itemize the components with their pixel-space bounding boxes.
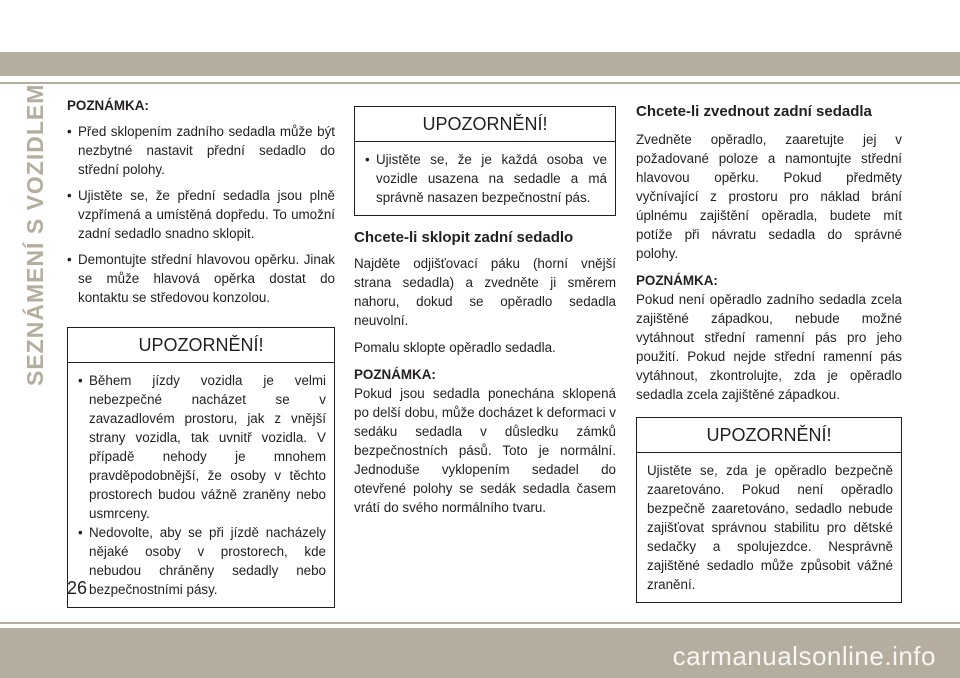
note-label: POZNÁMKA: bbox=[67, 98, 149, 113]
paragraph: Pomalu sklopte opěradlo sedadla. bbox=[354, 340, 556, 355]
warning-title: UPOZORNĚNÍ! bbox=[637, 418, 901, 453]
paragraph: Zvedněte opěradlo, zaaretujte jej v požadované poloze a namontujte střední hlavovou opěrku. Pokud předměty vyčnívající z prostoru pro náklad brání úplnému zajištění opěradla, budete mít potíže při návratu sedadla do správné polohy. bbox=[636, 132, 902, 261]
note-text: Pokud jsou sedadla ponechána sklopená po delší dobu, může docházet k deformaci v sedáku sedadla v důsledku zámků bezpečnostních pásů. Toto je normální. Jednoduše vyklopením sedadel do otevřené polohy se sedák sedadla časem vrátí do svého normálního tvaru. bbox=[354, 386, 617, 515]
section-heading: Chcete-li zvednout zadní sedadla bbox=[636, 103, 872, 120]
column-left bbox=[67, 96, 335, 608]
warning-bullet-list bbox=[78, 371, 326, 599]
warning-bullet-list bbox=[365, 150, 607, 207]
list-item: • Nedovolte, aby se při jízdě nacházely nějaké osoby v prostorech, kde nebudou chráněny sedadly nebo bezpečnostními pásy. bbox=[78, 525, 326, 597]
list-item: • Demontujte střední hlavovou opěrku. Jinak se může hlavová opěrka dostat do kontaktu se středovou konzolou. bbox=[67, 252, 335, 305]
list-item: • Během jízdy vozidla je velmi nebezpečné nacházet se v zavazadlovém prostoru, jak z vnější strany vozidla, tak uvnitř vozidla. V případě nehody je mnohem pravděpodobnější, že osoby v těchto prostorech budou vážně zraněny nebo usmrceny. bbox=[78, 373, 326, 521]
footer-rule bbox=[0, 622, 960, 624]
list-item: • Ujistěte se, že je každá osoba ve vozidle usazena na sedadle a má správně nasazen bezpečnostní pás. bbox=[365, 152, 607, 205]
warning-body bbox=[68, 363, 334, 607]
warning-box bbox=[67, 327, 335, 608]
column-middle bbox=[354, 106, 616, 517]
note-label: POZNÁMKA: bbox=[354, 367, 436, 382]
note-text: Pokud není opěradlo zadního sedadla zcela zajištěné západkou, nebude možné vytáhnout střední ramenní pás pro jeho použití. Pokud nejde střední ramenní pás vytáhnout, zkontrolujte, zda je opěradlo sedadla zcela zajištěné západkou. bbox=[636, 292, 902, 402]
warning-box bbox=[636, 417, 902, 603]
watermark: carmanualsonline.info bbox=[672, 641, 936, 671]
warning-text: Ujistěte se, zda je opěradlo bezpečně zaaretováno. Pokud není opěradlo bezpečně zaaretováno, sedadlo nebude zajišťovat správnou stabilitu pro dětské sedačky a spolujezdce. Nesprávně zajištěné sedadlo může způsobit vážné zranění. bbox=[647, 463, 893, 592]
paragraph: Najděte odjišťovací páku (horní vnější strana sedadla) a zvedněte ji směrem nahoru, dokud se opěradlo sedadla neuvolní. bbox=[354, 256, 616, 328]
list-item: • Před sklopením zadního sedadla může být nezbytné nastavit přední sedadlo do střední polohy. bbox=[67, 124, 335, 177]
warning-title: UPOZORNĚNÍ! bbox=[68, 328, 334, 363]
note-bullet-list bbox=[67, 122, 335, 307]
header-rule bbox=[0, 82, 960, 84]
column-right bbox=[636, 102, 902, 603]
page-number: 26 bbox=[67, 578, 88, 598]
warning-body bbox=[637, 453, 901, 602]
section-side-title: SEZNÁMENÍ S VOZIDLEM bbox=[22, 83, 48, 386]
warning-box bbox=[354, 106, 616, 216]
note-label: POZNÁMKA: bbox=[636, 273, 718, 288]
section-heading: Chcete-li sklopit zadní sedadlo bbox=[354, 229, 574, 246]
warning-body bbox=[355, 142, 615, 215]
warning-title: UPOZORNĚNÍ! bbox=[355, 107, 615, 142]
list-item: • Ujistěte se, že přední sedadla jsou plně vzpřímená a umístěná dopředu. To umožní zadní sedadlo snadno sklopit. bbox=[67, 188, 335, 241]
header-stripe bbox=[0, 52, 960, 76]
